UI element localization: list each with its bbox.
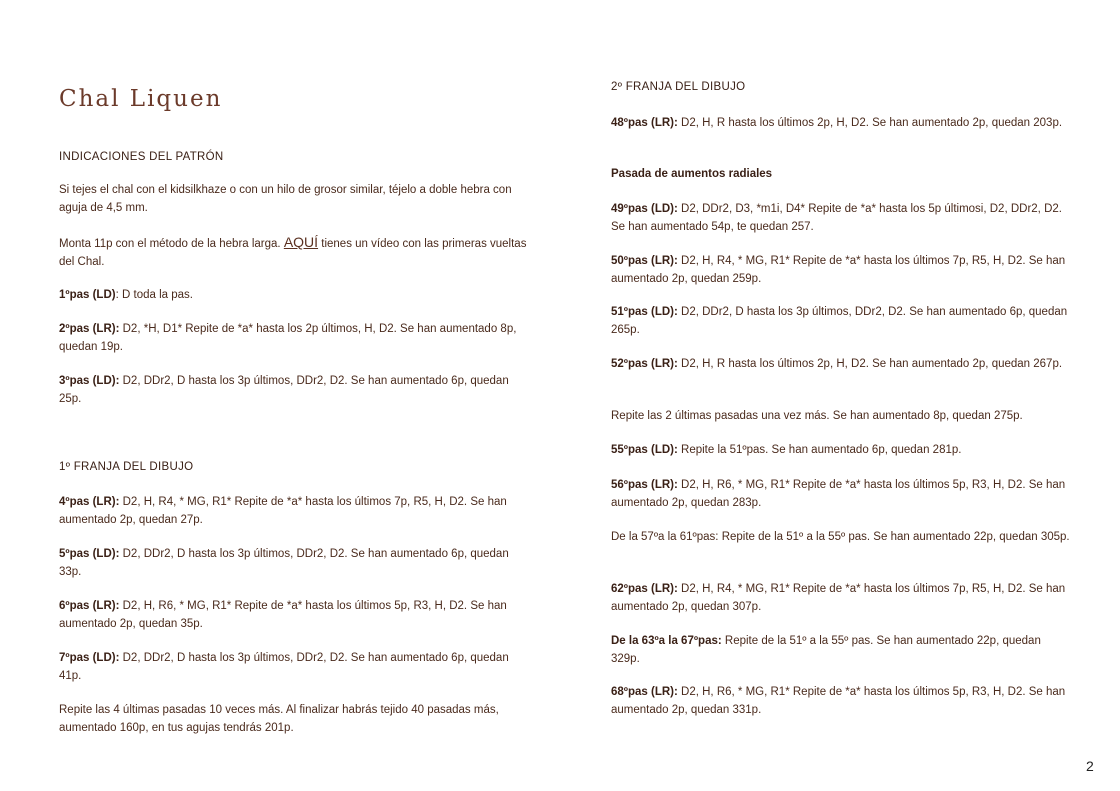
row-51 [611,304,1071,339]
row-label: 49ºpas (LD): [611,203,682,215]
row-2 [59,321,529,356]
row-50 [611,253,1071,288]
row-48 [611,115,1062,133]
row-label: 5ºpas (LD): [59,548,123,560]
row-text: Repite de la 51º a la 55º pas. Se han aumentado 22p, quedan 329p. [611,635,1041,665]
row-text: D2, H, R hasta los últimos 2p, H, D2. Se han aumentado 2p, quedan 203p. [681,117,1063,129]
row-label: 48ºpas (LR): [611,117,682,129]
subheading-radial [611,166,772,184]
row-4 [59,494,529,529]
row-text: D2, H, R4, * MG, R1* Repite de *a* hasta los últimos 7p, R5, H, D2. Se han aumentado 2p, quedan 307p. [611,583,1066,613]
row-text: D2, H, R4, * MG, R1* Repite de *a* hasta los últimos 7p, R5, H, D2. Se han aumentado 2p, quedan 259p. [611,255,1066,285]
row-text: D2, H, R4, * MG, R1* Repite de *a* hasta los últimos 7p, R5, H, D2. Se han aumentado 2p, quedan 27p. [59,496,507,526]
row-text: D2, *H, D1* Repite de *a* hasta los 2p últimos, H, D2. Se han aumentado 8p, quedan 19p. [59,323,517,353]
row-text: D2, DDr2, D hasta los 3p últimos, DDr2, D2. Se han aumentado 6p, quedan 41p. [59,652,509,682]
row-52 [611,356,1062,374]
row-label: 51ºpas (LD): [611,306,682,318]
row-label: 62ºpas (LR): [611,583,682,595]
row-label: 4ºpas (LR): [59,496,123,508]
row-63-67 [611,633,1071,668]
heading-instructions: INDICACIONES DEL PATRÓN [59,151,224,163]
row-text: D2, DDr2, D hasta los 3p últimos, DDr2, D2. Se han aumentado 6p, quedan 265p. [611,306,1068,336]
row-text: : D toda la pas. [115,289,193,301]
cast-on-text-after: tienes un vídeo con las primeras vueltas del Chal. [59,238,527,268]
row-text: Repite la 51ºpas. Se han aumentado 6p, quedan 281p. [681,444,962,456]
intro-paragraph: Si tejes el chal con el kidsilkhaze o con un hilo de grosor similar, téjelo a doble hebra con aguja de 4,5 mm. [59,184,512,214]
row-7 [59,650,529,685]
row-55 [611,442,961,460]
repeat-note: Repite las 2 últimas pasadas una vez más. Se han aumentado 8p, quedan 275p. [611,410,1023,422]
row-56 [611,477,1071,512]
closing-paragraph: Repite las 4 últimas pasadas 10 veces más. Al finalizar habrás tejido 40 pasadas más, aumentado 160p, en tus agujas tendrás 201p. [59,704,499,734]
cast-on-paragraph [59,234,529,271]
row-62 [611,581,1071,616]
row-68 [611,684,1071,719]
row-6 [59,598,529,633]
row-text: D2, H, R hasta los últimos 2p, H, D2. Se han aumentado 2p, quedan 267p. [681,358,1063,370]
row-text: D2, H, R6, * MG, R1* Repite de *a* hasta los últimos 5p, R3, H, D2. Se han aumentado 2p, quedan 283p. [611,479,1066,509]
heading-band-2: 2º FRANJA DEL DIBUJO [611,81,746,93]
cast-on-text: Monta 11p con el método de la hebra larga. [59,238,284,250]
row-label: 50ºpas (LR): [611,255,682,267]
row-label: 3ºpas (LD): [59,375,123,387]
row-label: 52ºpas (LR): [611,358,682,370]
row-3 [59,373,529,408]
row-label: De la 63ºa la 67ºpas: [611,635,725,647]
row-label: 6ºpas (LR): [59,600,123,612]
row-5 [59,546,529,581]
row-text: D2, DDr2, D hasta los 3p últimos, DDr2, D2. Se han aumentado 6p, quedan 25p. [59,375,509,405]
row-label: 7ºpas (LD): [59,652,123,664]
row-text: D2, H, R6, * MG, R1* Repite de *a* hasta los últimos 5p, R3, H, D2. Se han aumentado 2p, quedan 331p. [611,686,1066,716]
row-label: 55ºpas (LD): [611,444,682,456]
page-number: 2 [1086,758,1094,774]
heading-band-1: 1º FRANJA DEL DIBUJO [59,461,194,473]
row-label: 56ºpas (LR): [611,479,682,491]
subheading-radial-text: Pasada de aumentos radiales [611,168,773,180]
row-text: D2, H, R6, * MG, R1* Repite de *a* hasta los últimos 5p, R3, H, D2. Se han aumentado 2p, quedan 35p. [59,600,507,630]
row-1 [59,287,193,305]
row-text: D2, DDr2, D3, *m1i, D4* Repite de *a* hasta los 5p últimosi, D2, DDr2, D2. Se han aumentado 54p, te quedan 257. [611,203,1062,233]
range-note: De la 57ºa la 61ºpas: Repite de la 51º a la 55º pas. Se han aumentado 22p, quedan 305p. [611,531,1070,543]
row-text: D2, DDr2, D hasta los 3p últimos, DDr2, D2. Se han aumentado 6p, quedan 33p. [59,548,509,578]
page-title: Chal Liquen [59,86,223,112]
row-label: 1ºpas (LD) [59,289,116,301]
row-label: 68ºpas (LR): [611,686,682,698]
row-label: 2ºpas (LR): [59,323,123,335]
video-link[interactable]: AQUÍ [283,234,319,250]
row-49 [611,201,1071,236]
